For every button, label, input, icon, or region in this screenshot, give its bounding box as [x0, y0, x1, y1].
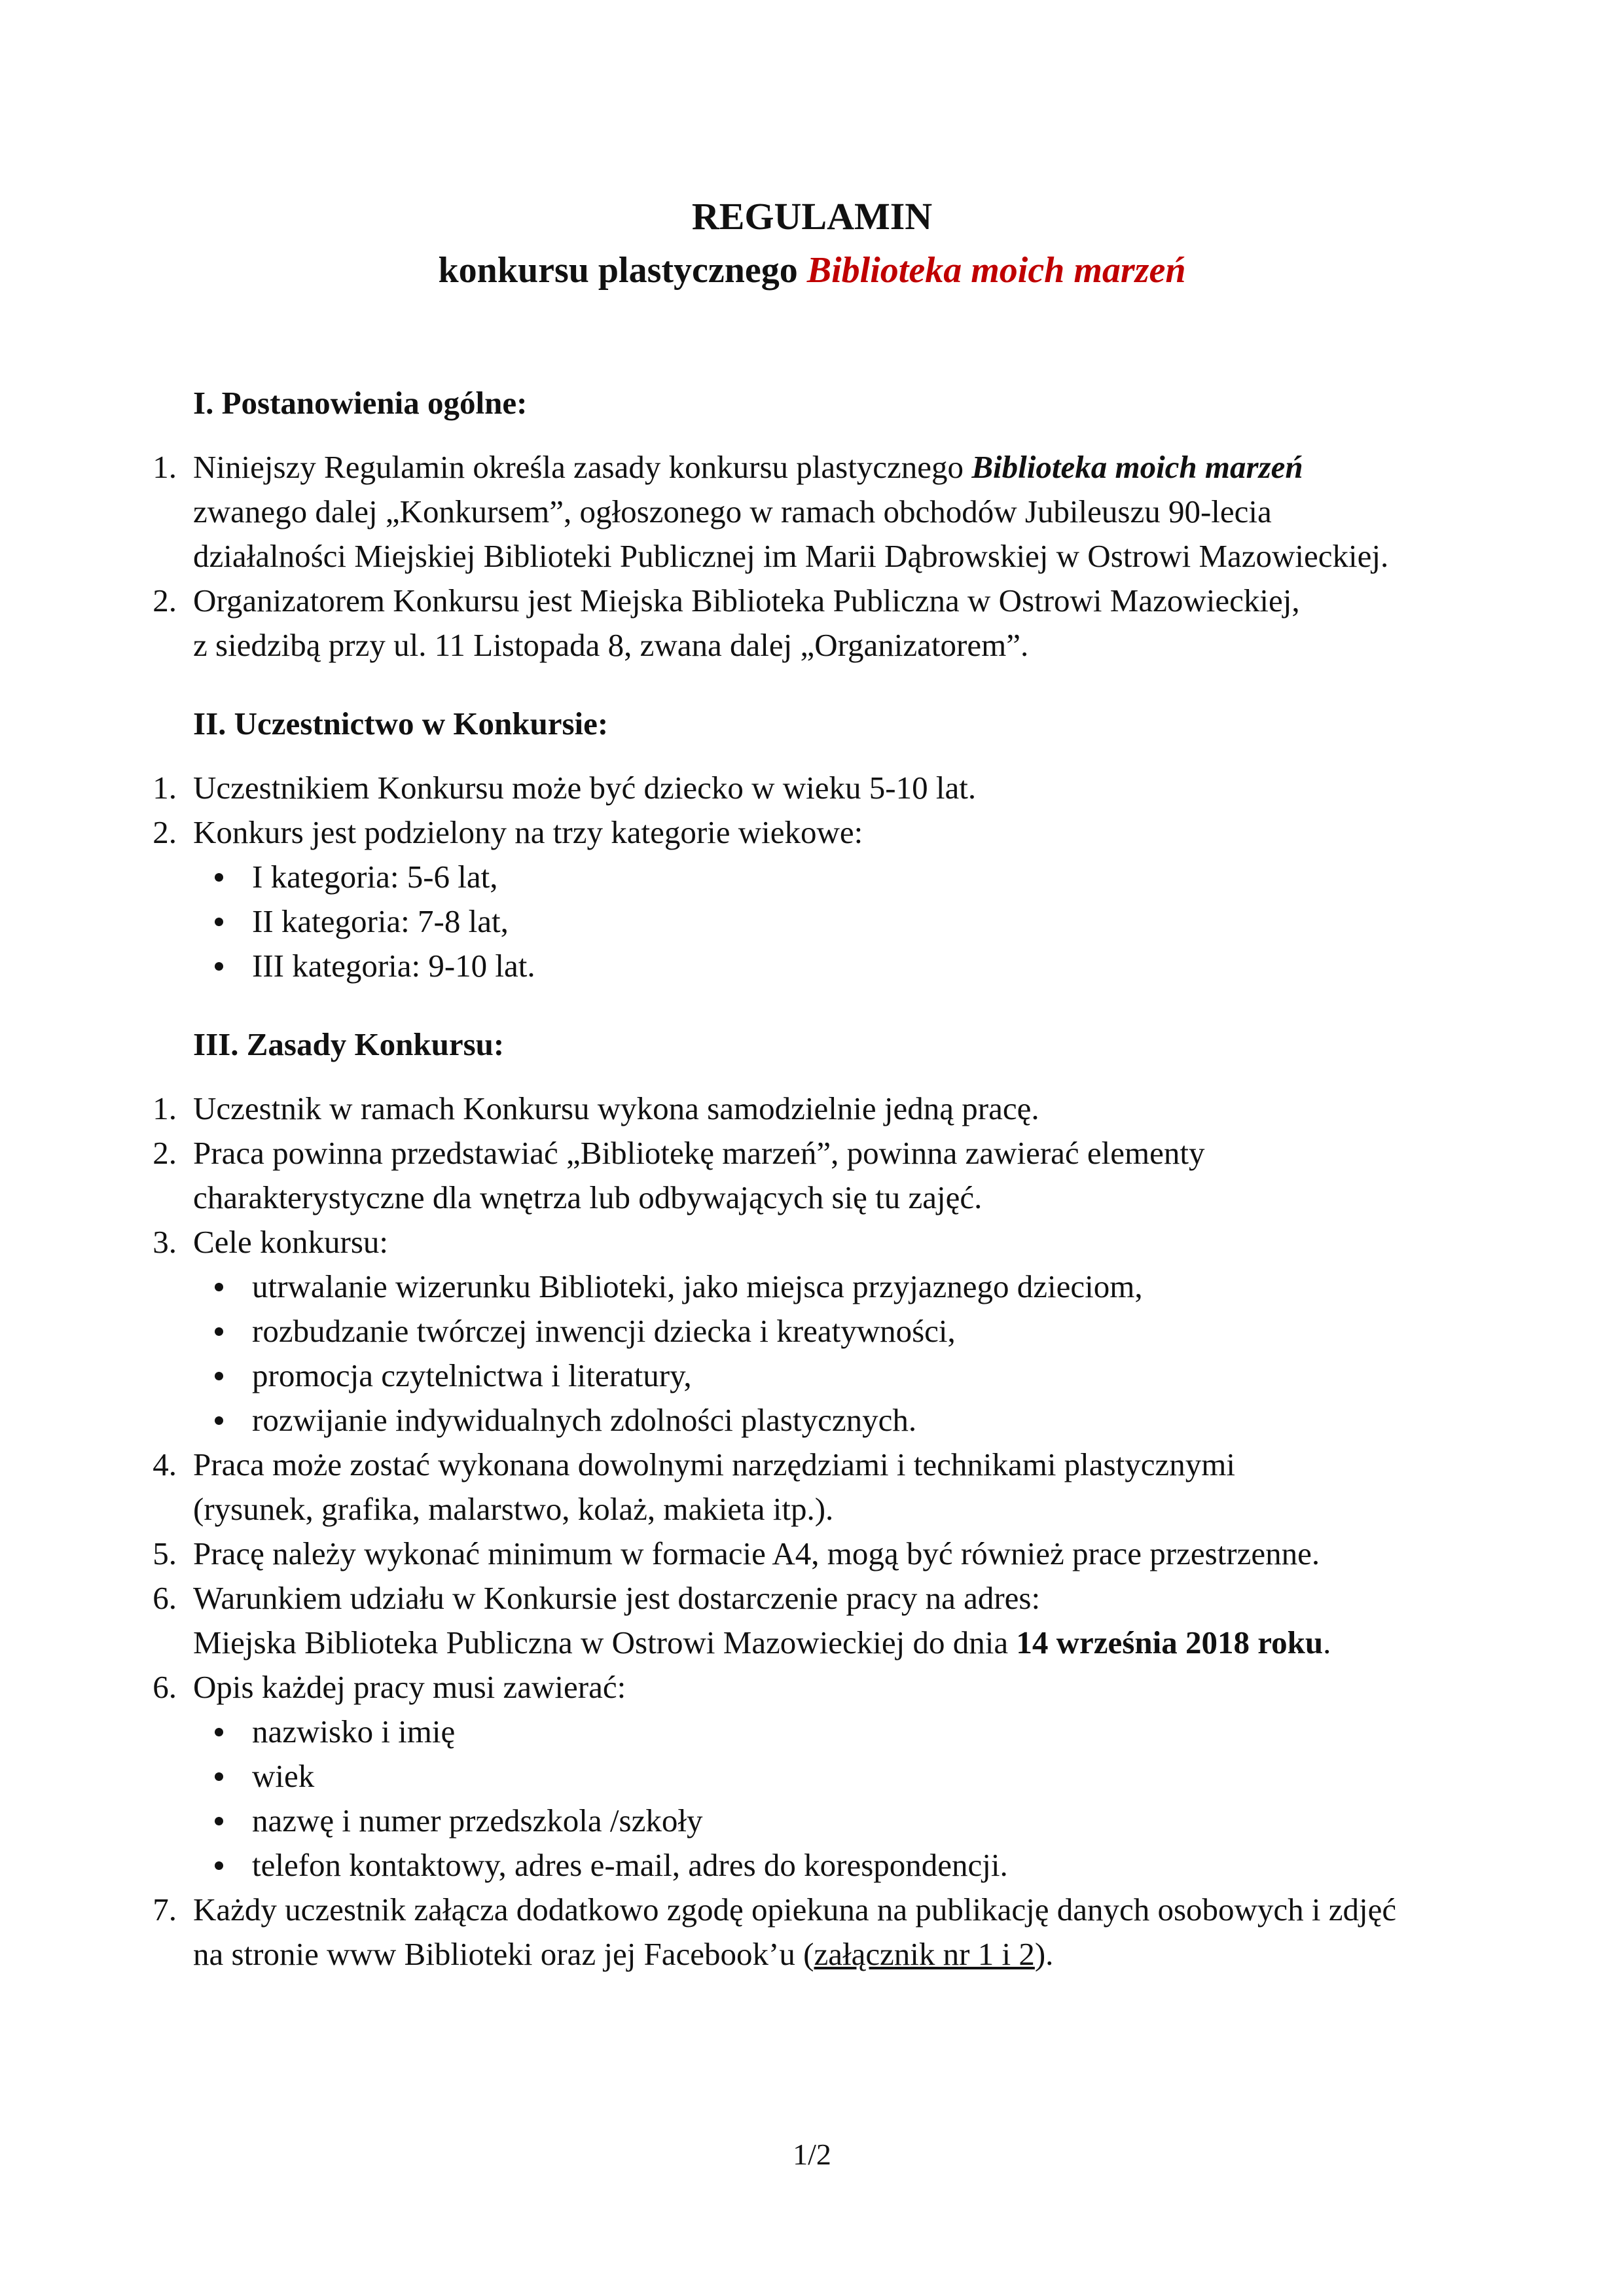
item-number: 5. — [153, 1535, 177, 1571]
list-item — [131, 1220, 1492, 1265]
list-item — [131, 766, 1492, 810]
list-item — [131, 810, 1492, 855]
bullet-item — [131, 855, 1492, 899]
list-item — [131, 1131, 1492, 1220]
bullet-item — [131, 1754, 1492, 1799]
item-text: Miejska Biblioteka Publiczna w Ostrowi Mazowieckiej do dnia — [193, 1624, 1017, 1660]
bullet-text: promocja czytelnictwa i literatury, — [252, 1357, 692, 1393]
bullet-item — [131, 1843, 1492, 1888]
item-line — [193, 1621, 1492, 1665]
item-line: (rysunek, grafika, malarstwo, kolaż, makieta itp.). — [193, 1491, 834, 1527]
item-line: Organizatorem Konkursu jest Miejska Biblioteka Publiczna w Ostrowi Mazowieckiej, — [193, 583, 1300, 619]
bullet-item — [131, 1799, 1492, 1843]
item-number: 2. — [153, 1135, 177, 1171]
list-item — [131, 1665, 1492, 1710]
bullet-dot-icon — [215, 1817, 223, 1825]
item-line: z siedzibą przy ul. 11 Listopada 8, zwana dalej „Organizatorem”. — [193, 627, 1029, 663]
bullet-text: rozwijanie indywidualnych zdolności plastycznych. — [252, 1402, 917, 1438]
deadline-date: 14 września 2018 roku — [1016, 1624, 1324, 1660]
item-line: Pracę należy wykonać minimum w formacie A4, mogą być również prace przestrzenne. — [193, 1535, 1320, 1571]
bullet-dot-icon — [215, 1416, 223, 1425]
bullet-dot-icon — [215, 1283, 223, 1291]
item-number: 1. — [153, 449, 177, 485]
item-line: działalności Miejskiej Biblioteki Publicznej im Marii Dąbrowskiej w Ostrowi Mazowieckiej. — [193, 538, 1389, 574]
bullet-text: telefon kontaktowy, adres e-mail, adres do korespondencji. — [252, 1847, 1008, 1883]
list-item — [131, 445, 1492, 579]
bullet-text: nazwisko i imię — [252, 1713, 456, 1749]
item-text: . — [1323, 1624, 1331, 1660]
subtitle-prefix: konkursu plastycznego — [438, 250, 807, 291]
bullet-item — [131, 1354, 1492, 1398]
bullet-dot-icon — [215, 918, 223, 926]
bullet-dot-icon — [215, 1372, 223, 1380]
item-line — [193, 445, 1492, 490]
item-text: na stronie www Biblioteki oraz jej Facebook’u ( — [193, 1936, 814, 1972]
title-block — [0, 190, 1624, 297]
list-item — [131, 1086, 1492, 1131]
item-number: 1. — [153, 770, 177, 806]
bullet-item — [131, 1398, 1492, 1443]
bullet-item — [131, 899, 1492, 944]
item-number: 1. — [153, 1090, 177, 1126]
item-number: 6. — [153, 1580, 177, 1616]
bullet-dot-icon — [215, 962, 223, 971]
item-line: Cele konkursu: — [193, 1224, 389, 1260]
list-item — [131, 1443, 1492, 1532]
item-number: 2. — [153, 814, 177, 850]
regulations-body — [131, 381, 1492, 1977]
bullet-dot-icon — [215, 873, 223, 882]
item-line: Warunkiem udziału w Konkursie jest dostarczenie pracy na adres: — [193, 1580, 1041, 1616]
item-number: 6. — [153, 1669, 177, 1705]
item-line: zwanego dalej „Konkursem”, ogłoszonego w ramach obchodów Jubileuszu 90-lecia — [193, 493, 1272, 529]
bullet-text: II kategoria: 7-8 lat, — [252, 903, 509, 939]
bullet-dot-icon — [215, 1772, 223, 1781]
attachment-reference: załącznik nr 1 i 2 — [814, 1936, 1035, 1972]
item-number: 7. — [153, 1892, 177, 1928]
item-number: 3. — [153, 1224, 177, 1260]
bullet-item — [131, 1265, 1492, 1309]
bullet-dot-icon — [215, 1327, 223, 1336]
bullet-item — [131, 1309, 1492, 1354]
page-number: 1/2 — [793, 2138, 831, 2171]
section-heading-general: I. Postanowienia ogólne: — [193, 385, 528, 421]
contest-name-emphasis: Biblioteka moich marzeń — [971, 449, 1303, 485]
item-line: Konkurs jest podzielony na trzy kategorie wiekowe: — [193, 814, 863, 850]
document-title: REGULAMIN — [691, 195, 933, 238]
item-line: Praca powinna przedstawiać „Bibliotekę marzeń”, powinna zawierać elementy — [193, 1135, 1205, 1171]
bullet-dot-icon — [215, 1728, 223, 1736]
age-categories-list — [131, 855, 1492, 988]
list-item — [131, 1888, 1492, 1977]
bullet-item — [131, 1710, 1492, 1754]
section-heading-rules: III. Zasady Konkursu: — [193, 1026, 505, 1062]
list-item — [131, 1532, 1492, 1576]
list-item — [131, 1576, 1492, 1665]
section-heading-participation: II. Uczestnictwo w Konkursie: — [193, 706, 609, 742]
item-line: Uczestnikiem Konkursu może być dziecko w wieku 5-10 lat. — [193, 770, 977, 806]
contest-goals-list — [131, 1265, 1492, 1443]
item-text: ). — [1034, 1936, 1054, 1972]
item-line: Opis każdej pracy musi zawierać: — [193, 1669, 626, 1705]
item-line: charakterystyczne dla wnętrza lub odbywających się tu zajęć. — [193, 1179, 983, 1215]
item-line: Praca może zostać wykonana dowolnymi narzędziami i technikami plastycznymi — [193, 1446, 1235, 1482]
subtitle-contest-name: Biblioteka moich marzeń — [806, 250, 1186, 291]
bullet-text: rozbudzanie twórczej inwencji dziecka i kreatywności, — [252, 1313, 956, 1349]
bullet-dot-icon — [215, 1861, 223, 1870]
item-number: 2. — [153, 583, 177, 619]
list-item — [131, 579, 1492, 668]
bullet-text: wiek — [252, 1758, 315, 1794]
bullet-text: nazwę i numer przedszkola /szkoły — [252, 1803, 703, 1839]
item-line: Każdy uczestnik załącza dodatkowo zgodę opiekuna na publikację danych osobowych i zdjęć — [193, 1892, 1397, 1928]
item-line — [193, 1932, 1492, 1977]
item-line: Uczestnik w ramach Konkursu wykona samodzielnie jedną pracę. — [193, 1090, 1039, 1126]
bullet-text: III kategoria: 9-10 lat. — [252, 948, 535, 984]
document-subtitle — [0, 243, 1624, 297]
item-number: 4. — [153, 1446, 177, 1482]
work-description-list — [131, 1710, 1492, 1888]
item-text: Niniejszy Regulamin określa zasady konkursu plastycznego — [193, 449, 972, 485]
bullet-item — [131, 944, 1492, 988]
bullet-text: I kategoria: 5-6 lat, — [252, 859, 498, 895]
bullet-text: utrwalanie wizerunku Biblioteki, jako miejsca przyjaznego dzieciom, — [252, 1268, 1143, 1304]
